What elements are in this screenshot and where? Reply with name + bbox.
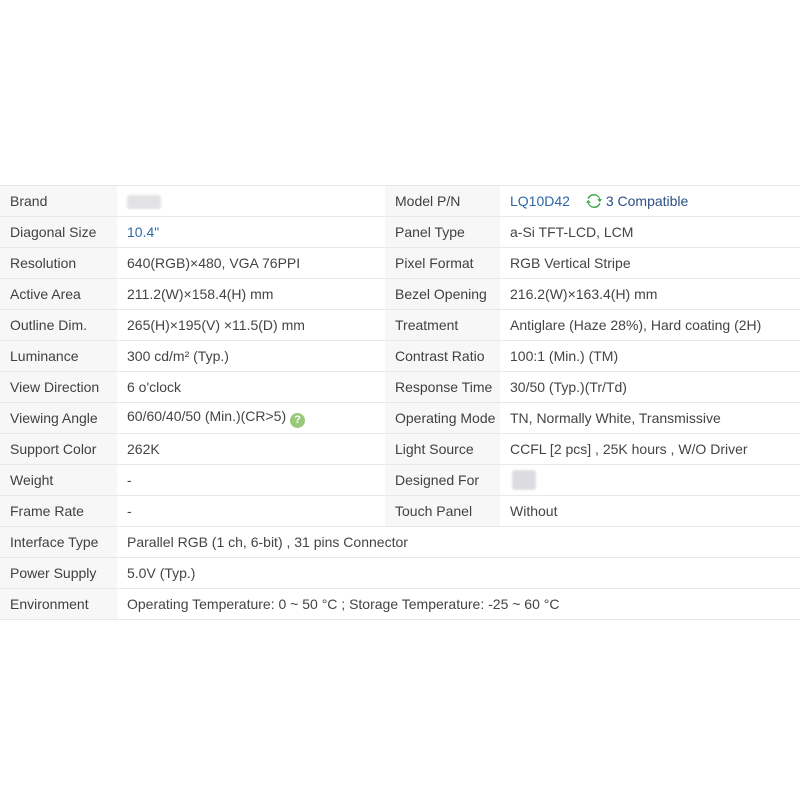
- spec-label: Model P/N: [385, 186, 500, 217]
- spec-value: CCFL [2 pcs] , 25K hours , W/O Driver: [500, 434, 800, 465]
- spec-value: -: [117, 496, 385, 527]
- spec-value: 30/50 (Typ.)(Tr/Td): [500, 372, 800, 403]
- spec-label: Bezel Opening: [385, 279, 500, 310]
- brand-value: [117, 186, 385, 217]
- compatible-label: 3 Compatible: [605, 193, 689, 209]
- spec-value: a-Si TFT-LCD, LCM: [500, 217, 800, 248]
- spec-label: Treatment: [385, 310, 500, 341]
- spec-value[interactable]: 10.4": [117, 217, 385, 248]
- spec-label: Environment: [0, 589, 117, 620]
- model-link[interactable]: LQ10D42: [510, 193, 570, 209]
- spec-value: 262K: [117, 434, 385, 465]
- table-row: [0, 310, 800, 341]
- designed-for-blurred: [512, 470, 536, 490]
- table-row: [0, 527, 800, 558]
- spec-value: Parallel RGB (1 ch, 6-bit) , 31 pins Connector: [117, 527, 800, 558]
- spec-label: Light Source: [385, 434, 500, 465]
- model-value: [500, 186, 800, 217]
- spec-label: Support Color: [0, 434, 117, 465]
- spec-label: Frame Rate: [0, 496, 117, 527]
- table-row: [0, 403, 800, 434]
- table-row: [0, 589, 800, 620]
- spec-label: Outline Dim.: [0, 310, 117, 341]
- table-row: [0, 465, 800, 496]
- spec-label: Resolution: [0, 248, 117, 279]
- spec-value: 216.2(W)×163.4(H) mm: [500, 279, 800, 310]
- spec-label: Weight: [0, 465, 117, 496]
- spec-value: 265(H)×195(V) ×11.5(D) mm: [117, 310, 385, 341]
- spec-value: 100:1 (Min.) (TM): [500, 341, 800, 372]
- spec-label: Operating Mode: [385, 403, 500, 434]
- spec-value: -: [117, 465, 385, 496]
- spec-label: Contrast Ratio: [385, 341, 500, 372]
- spec-value: TN, Normally White, Transmissive: [500, 403, 800, 434]
- spec-value: 640(RGB)×480, VGA 76PPI: [117, 248, 385, 279]
- viewing-angle-value: [117, 403, 385, 434]
- spec-value: Without: [500, 496, 800, 527]
- spec-label: Brand: [0, 186, 117, 217]
- compatible-link[interactable]: [586, 193, 689, 209]
- table-row: [0, 434, 800, 465]
- spec-label: Active Area: [0, 279, 117, 310]
- designed-for-value: [500, 465, 800, 496]
- spec-value: RGB Vertical Stripe: [500, 248, 800, 279]
- spec-label: Diagonal Size: [0, 217, 117, 248]
- refresh-icon: [586, 193, 602, 209]
- spec-value: 300 cd/m² (Typ.): [117, 341, 385, 372]
- spec-label: Touch Panel: [385, 496, 500, 527]
- spec-label: Designed For: [385, 465, 500, 496]
- spec-label: Power Supply: [0, 558, 117, 589]
- help-icon[interactable]: ?: [290, 413, 305, 428]
- table-row: [0, 496, 800, 527]
- spec-label: Panel Type: [385, 217, 500, 248]
- spec-label: Viewing Angle: [0, 403, 117, 434]
- table-row: [0, 372, 800, 403]
- spec-value: Operating Temperature: 0 ~ 50 °C ; Storage Temperature: -25 ~ 60 °C: [117, 589, 800, 620]
- spec-label: View Direction: [0, 372, 117, 403]
- spec-value: 211.2(W)×158.4(H) mm: [117, 279, 385, 310]
- spec-value: 6 o'clock: [117, 372, 385, 403]
- table-row: [0, 279, 800, 310]
- spec-label: Pixel Format: [385, 248, 500, 279]
- table-row: [0, 341, 800, 372]
- table-row: [0, 558, 800, 589]
- table-row: [0, 217, 800, 248]
- brand-logo-blurred: [127, 195, 161, 209]
- spec-table: [0, 185, 800, 620]
- table-row: [0, 248, 800, 279]
- spec-label: Luminance: [0, 341, 117, 372]
- spec-value-text: 60/60/40/50 (Min.)(CR>5): [127, 408, 287, 424]
- table-row: [0, 186, 800, 217]
- spec-label: Interface Type: [0, 527, 117, 558]
- spec-label: Response Time: [385, 372, 500, 403]
- spec-value: Antiglare (Haze 28%), Hard coating (2H): [500, 310, 800, 341]
- spec-value: 5.0V (Typ.): [117, 558, 800, 589]
